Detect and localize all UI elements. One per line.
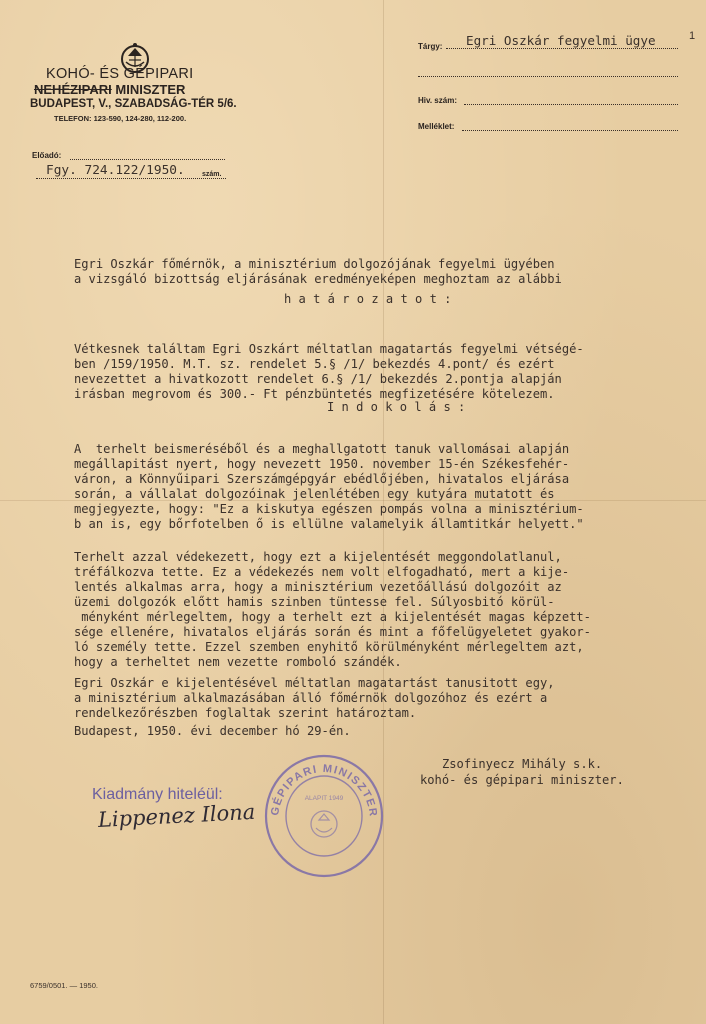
place-and-date: Budapest, 1950. évi december hó 29-én. bbox=[74, 724, 351, 738]
defense-line: tréfálkozva tette. Ez a védekezés nem volt elfogadható, mert a kije- bbox=[74, 565, 570, 579]
decision-line: Vétkesnek találtam Egri Oszkárt méltatlan magatartás fegyelmi vétségé- bbox=[74, 342, 584, 356]
eloado-line bbox=[70, 159, 225, 160]
targy-line-2 bbox=[418, 76, 678, 77]
melleklet-line bbox=[462, 130, 678, 131]
reasons-paragraph bbox=[74, 427, 584, 532]
reasons-line: során, a vállalat dolgozóinak jelenlétében egy kutyára mutatott és bbox=[74, 487, 555, 501]
defense-line: sége ellenére, hivatalos eljárás során és mint a főfelügyeletet gyakor- bbox=[74, 625, 591, 639]
stamp-inner-text: ALAPIT 1949 bbox=[304, 795, 344, 802]
official-stamp-icon bbox=[262, 750, 386, 880]
defense-line: lentés alkalmas arra, hogy a minisztérium vezetőállású dolgozóit az bbox=[74, 580, 562, 594]
signatory-name: Zsofinyecz Mihály s.k. bbox=[442, 757, 603, 771]
page-number: 1 bbox=[689, 30, 696, 42]
ministry-name: KOHÓ- ÉS GÉPIPARI bbox=[46, 66, 194, 82]
targy-value: Egri Oszkár fegyelmi ügye bbox=[466, 33, 656, 48]
eloado-label: Előadó: bbox=[32, 151, 62, 160]
conclusion-paragraph bbox=[74, 661, 555, 721]
intro-line: a vizsgáló bizottság eljárásának eredményeképen meghoztam az alábbi bbox=[74, 272, 562, 286]
decision-heading: h a t á r o z a t o t : bbox=[284, 292, 452, 306]
handwritten-signature: Lippenez Ilona bbox=[97, 799, 256, 832]
decision-line: irásban megrovom és 300.- Ft pénzbüntetés megfizetésére kötelezem. bbox=[74, 387, 555, 401]
ministry-address: BUDAPEST, V., SZABADSÁG-TÉR 5/6. bbox=[30, 98, 237, 110]
hiv-szam-label: Hiv. szám: bbox=[418, 96, 457, 105]
defense-line: ményként mérlegeltem, hogy a terhelt ezt a kijelentését magas képzett- bbox=[74, 610, 591, 624]
struck-ministry-name: NEHÉZIPARI bbox=[34, 82, 112, 97]
file-number: Fgy. 724.122/1950. bbox=[46, 163, 185, 178]
defense-line: ló személy tette. Ezzel szemben enyhitő körülményként mérlegeltem azt, bbox=[74, 640, 584, 654]
reasons-line: megállapitást nyert, hogy nevezett 1950. november 15-én Székesfehér- bbox=[74, 457, 570, 471]
defense-line: hogy a terheltet nem vezette romboló szándék. bbox=[74, 655, 402, 669]
reasons-line: megjegyezte, hogy: "Ez a kiskutya egészen pompás volna a minisztérium- bbox=[74, 502, 584, 516]
decision-line: ben /159/1950. M.T. sz. rendelet 5.§ /1/ bekezdés 4.pont/ és ezért bbox=[74, 357, 555, 371]
ministry-title bbox=[34, 82, 185, 97]
file-number-line bbox=[36, 178, 226, 179]
defense-paragraph bbox=[74, 535, 591, 670]
stamp-text: GÉPIPARI MINISZTER bbox=[269, 762, 380, 819]
reasons-line: A terhelt beismeréséből és a meghallgatott tanuk vallomásai alapján bbox=[74, 442, 570, 456]
decision-line: nevezettet a hivatkozott rendelet 6.§ /1/ bekezdés 2.pontja alapján bbox=[74, 372, 562, 386]
reasons-heading: I n d o k o l á s : bbox=[327, 400, 466, 414]
decision-paragraph bbox=[74, 327, 584, 402]
signatory-title: kohó- és gépipari miniszter. bbox=[420, 773, 624, 787]
ministry-title-rest: MINISZTER bbox=[111, 82, 186, 97]
melleklet-label: Melléklet: bbox=[418, 122, 455, 131]
intro-paragraph bbox=[74, 242, 562, 287]
intro-line: Egri Oszkár főmérnök, a minisztérium dolgozójának fegyelmi ügyében bbox=[74, 257, 555, 271]
reasons-line: b an is, egy bőrfotelben ő is ellülne valamelyik államtitkár helyett." bbox=[74, 517, 584, 531]
print-code: 6759/0501. — 1950. bbox=[30, 981, 98, 990]
conclusion-line: rendelkezőrészben foglaltak szerint határoztam. bbox=[74, 706, 417, 720]
conclusion-line: a minisztérium alkalmazásában álló főmérnök dolgozóhoz és ezért a bbox=[74, 691, 548, 705]
hiv-szam-line bbox=[464, 104, 678, 105]
defense-line: üzemi dolgozók előtt hamis szinben tüntesse fel. Súlyosbitó körül- bbox=[74, 595, 555, 609]
conclusion-line: Egri Oszkár e kijelentésével méltatlan magatartást tanusitott egy, bbox=[74, 676, 555, 690]
ministry-phone: TELEFON: 123-590, 124-280, 112-200. bbox=[54, 114, 187, 123]
defense-line: Terhelt azzal védekezett, hogy ezt a kijelentését meggondolatlanul, bbox=[74, 550, 562, 564]
targy-label: Tárgy: bbox=[418, 42, 443, 51]
targy-line-1 bbox=[446, 48, 678, 49]
kiadmany-hiteleul: Kiadmány hiteléül: bbox=[92, 786, 223, 803]
szam-label: szám. bbox=[202, 171, 222, 178]
reasons-line: váron, a Könnyűipari Szerszámgépgyár ebédlőjében, hivatalos eljárása bbox=[74, 472, 570, 486]
